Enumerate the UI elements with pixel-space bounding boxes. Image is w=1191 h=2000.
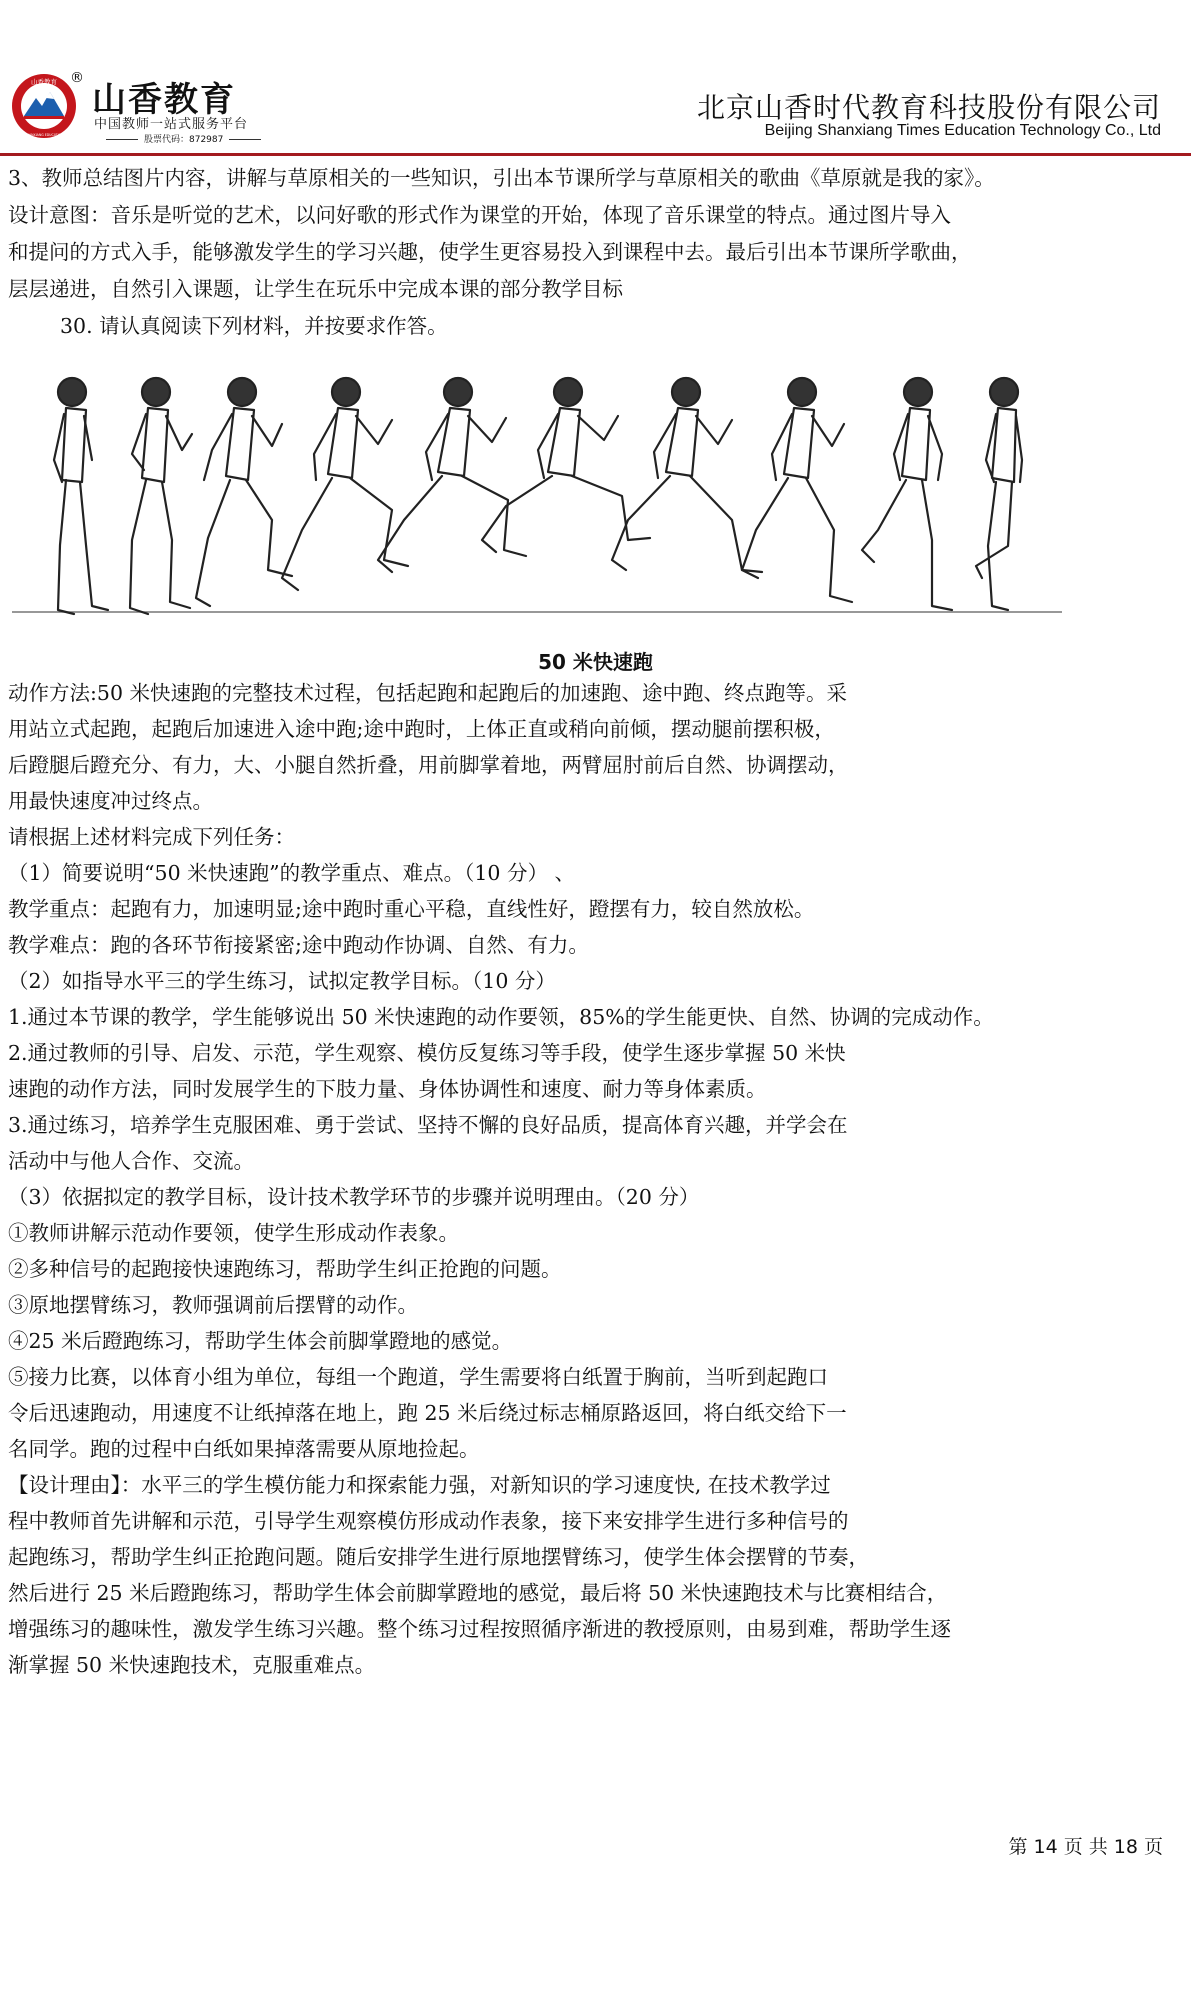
text-line: 3、教师总结图片内容，讲解与草原相关的一些知识，引出本节课所学与草原相关的歌曲《草原就是我的家》。 (8, 166, 995, 190)
runner-figure-1 (54, 378, 108, 614)
runner-figure-2 (130, 378, 192, 614)
task-3-heading: （3）依据拟定的教学目标，设计技术教学环节的步骤并说明理由。（20 分） (8, 1185, 700, 1209)
text-line: 速跑的动作方法，同时发展学生的下肢力量、身体协调性和速度、耐力等身体素质。 (8, 1077, 767, 1101)
page-number: 第 14 页 共 18 页 (1008, 1836, 1163, 1858)
text-line: 名同学。跑的过程中白纸如果掉落需要从原地捡起。 (8, 1437, 480, 1461)
running-sequence-illustration (12, 360, 1062, 622)
text-line: 然后进行 25 米后蹬跑练习，帮助学生体会前脚掌蹬地的感觉，最后将 50 米快速跑技术与比赛相结合， (8, 1581, 948, 1605)
runner-figure-9 (862, 378, 952, 610)
text-line: 用站立式起跑，起跑后加速进入途中跑;途中跑时，上体正直或稍向前倾，摆动腿前摆积极， (8, 717, 835, 741)
text-line: 令后迅速跑动，用速度不让纸掉落在地上，跑 25 米后绕过标志桶原路返回，将白纸交给下一 (8, 1401, 847, 1425)
text-line: 层层递进，自然引入课题，让学生在玩乐中完成本课的部分教学目标 (8, 277, 623, 301)
text-line: 1.通过本节课的教学，学生能够说出 50 米快速跑的动作要领，85%的学生能更快、自然、协调的完成动作。 (8, 1005, 994, 1029)
text-line: ④25 米后蹬跑练习，帮助学生体会前脚掌蹬地的感觉。 (8, 1329, 513, 1353)
text-line: 渐掌握 50 米快速跑技术，克服重难点。 (8, 1653, 376, 1677)
question-heading: 30. 请认真阅读下列材料，并按要求作答。 (60, 314, 448, 338)
header-divider (0, 153, 1191, 156)
text-line: 和提问的方式入手，能够激发学生的学习兴趣，使学生更容易投入到课程中去。最后引出本节课所学歌曲， (8, 240, 972, 264)
text-line: 程中教师首先讲解和示范，引导学生观察模仿形成动作表象，接下来安排学生进行多种信号的 (8, 1509, 849, 1533)
figure-title: 50 米快速跑 (538, 650, 653, 674)
page-header (0, 0, 1191, 160)
runner-figure-8 (742, 378, 852, 602)
text-line: 3.通过练习，培养学生克服困难、勇于尝试、坚持不懈的良好品质，提高体育兴趣，并学会在 (8, 1113, 848, 1137)
text-line: 【设计理由】：水平三的学生模仿能力和探索能力强，对新知识的学习速度快, 在技术教学过 (8, 1473, 831, 1497)
text-line: 用最快速度冲过终点。 (8, 789, 213, 813)
text-line: ⑤接力比赛，以体育小组为单位，每组一个跑道，学生需要将白纸置于胸前，当听到起跑口 (8, 1365, 828, 1389)
text-line: 2.通过教师的引导、启发、示范，学生观察、模仿反复练习等手段，使学生逐步掌握 50 米快 (8, 1041, 846, 1065)
text-line: 动作方法:50 米快速跑的完整技术过程，包括起跑和起跑后的加速跑、途中跑、终点跑等。采 (8, 681, 848, 705)
text-line: 起跑练习，帮助学生纠正抢跑问题。随后安排学生进行原地摆臂练习，使学生体会摆臂的节奏， (8, 1545, 869, 1569)
logo-badge-text: 山香教育 (31, 78, 57, 86)
registered-mark: ® (70, 70, 84, 86)
stock-code: 股票代码：872987 (100, 132, 267, 145)
text-line: ③原地摆臂练习，教师强调前后摆臂的动作。 (8, 1293, 418, 1317)
text-line: 请根据上述材料完成下列任务： (8, 825, 295, 849)
text-line: 教学重点：起跑有力，加速明显;途中跑时重心平稳，直线性好，蹬摆有力，较自然放松。 (8, 897, 815, 921)
text-line: 增强练习的趣味性，激发学生练习兴趣。整个练习过程按照循序渐进的教授原则，由易到难，帮助学生逐 (8, 1617, 951, 1641)
text-line: 设计意图：音乐是听觉的艺术，以问好歌的形式作为课堂的开始，体现了音乐课堂的特点。通过图片导入 (8, 203, 951, 227)
logo-badge-en: SHANXIANG EDUCATION (24, 133, 64, 137)
text-line: 后蹬腿后蹬充分、有力，大、小腿自然折叠，用前脚掌着地，两臂屈肘前后自然、协调摆动， (8, 753, 849, 777)
company-name-en: Beijing Shanxiang Times Education Technology Co., Ltd (764, 122, 1161, 139)
runner-figure-10 (976, 378, 1022, 610)
text-line: 活动中与他人合作、交流。 (8, 1149, 254, 1173)
text-line: 教学难点：跑的各环节衔接紧密;途中跑动作协调、自然、有力。 (8, 933, 589, 957)
task-2-heading: （2）如指导水平三的学生练习，试拟定教学目标。（10 分） (8, 969, 556, 993)
runner-figure-4 (282, 378, 408, 590)
text-line: ①教师讲解示范动作要领，使学生形成动作表象。 (8, 1221, 459, 1245)
runner-figure-3 (196, 378, 292, 606)
text-line: ②多种信号的起跑接快速跑练习，帮助学生纠正抢跑的问题。 (8, 1257, 562, 1281)
brand-name: 山香教育 (92, 80, 236, 120)
runner-figure-5 (378, 378, 526, 572)
shanxiang-logo-icon (10, 72, 78, 140)
brand-slogan: 中国教师一站式服务平台 (94, 117, 249, 132)
runner-figure-7 (612, 378, 762, 572)
company-name-cn: 北京山香时代教育科技股份有限公司 (696, 91, 1161, 124)
task-1-heading: （1）简要说明“50 米快速跑”的教学重点、难点。（10 分） 、 (8, 861, 575, 885)
